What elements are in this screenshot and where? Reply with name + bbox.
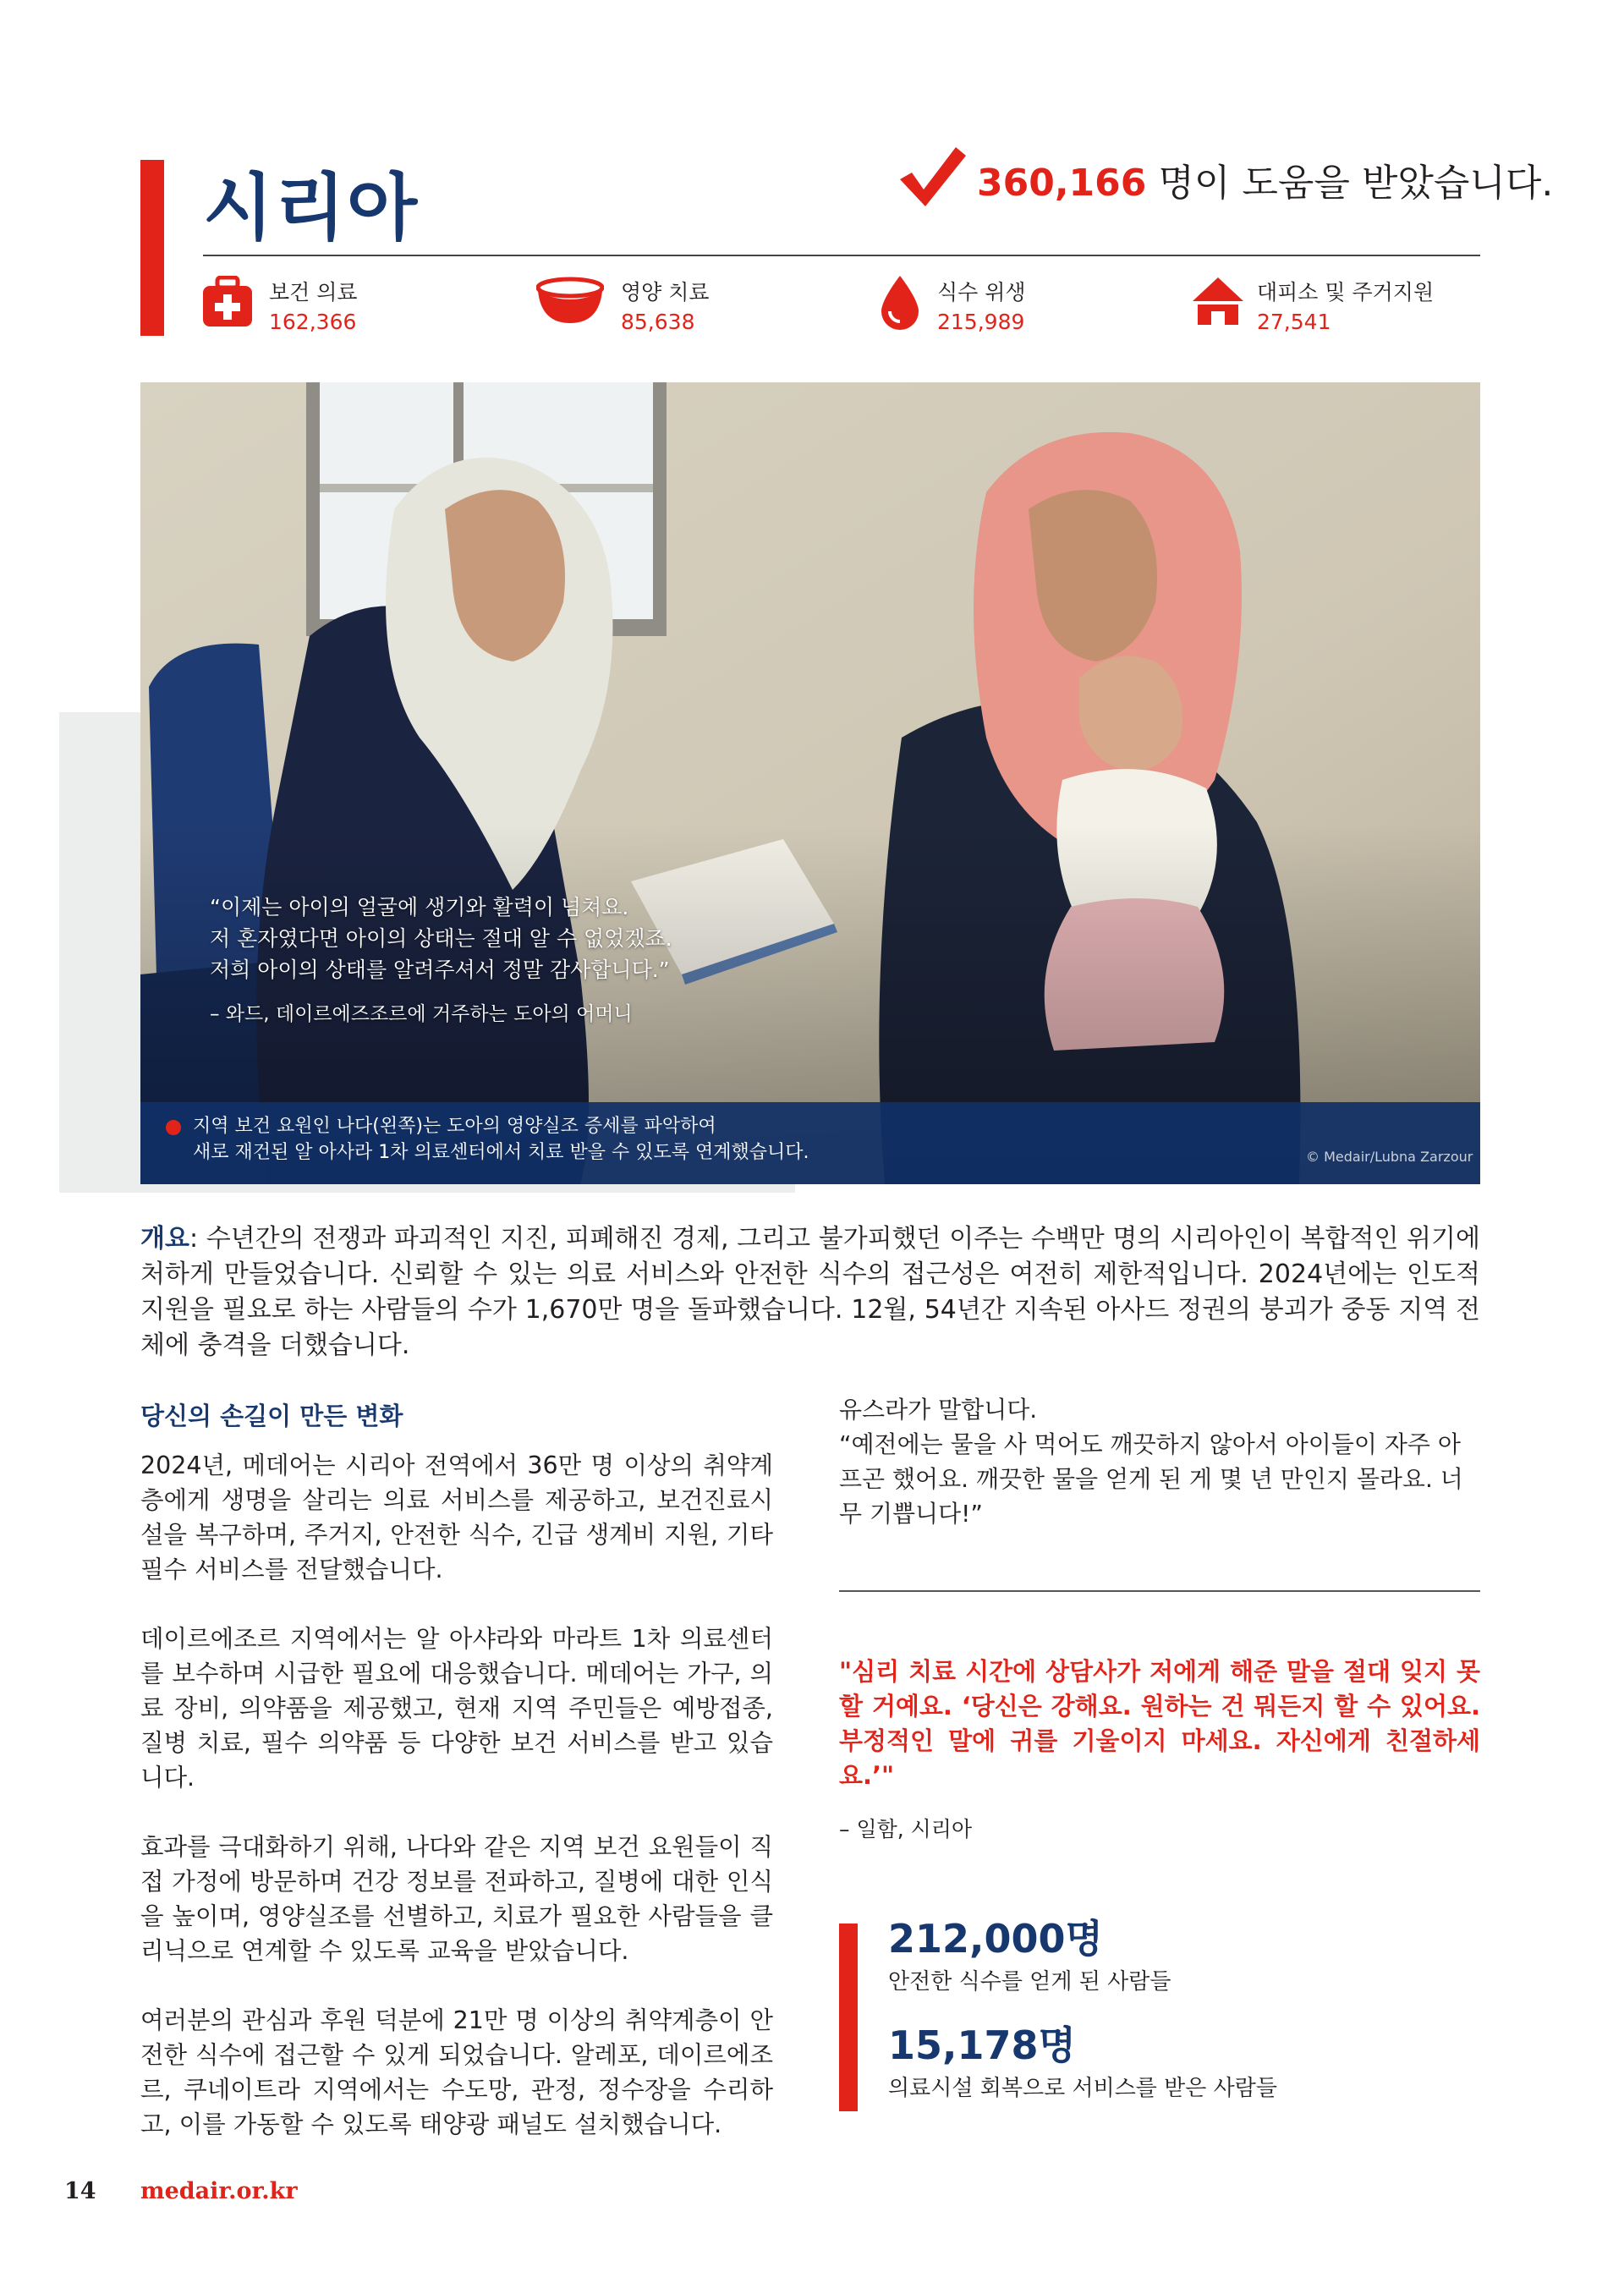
people-helped-text: 명이 도움을 받았습니다. (1146, 162, 1554, 205)
stat-label: 식수 위생 (937, 280, 1026, 305)
people-helped-number: 360,166 (977, 162, 1147, 205)
photo-caption-line: 지역 보건 요원인 나다(왼쪽)는 도아의 영양실조 증세를 파악하여 (193, 1116, 716, 1137)
stat-nutrition (536, 272, 790, 340)
website-link[interactable]: medair.or.kr (140, 2178, 298, 2204)
stat-wash (880, 272, 1133, 340)
bowl-icon (536, 276, 604, 327)
overview-text: : 수년간의 전쟁과 파괴적인 지진, 피폐해진 경제, 그리고 불가피했던 이주는 수백만 명의 시리아인이 복합적인 위기에 처하게 만들었습니다. 신뢰할 수 있는 의료 서비스와 안전한 식수의 접근성은 여전히 제한적입니다. 2024년에는 인도적 지원을 필요로 하는 사람들의 수가 1,670만 명을 돌파했습니다. 12월, 54년간 지속된 아사드 정권의 붕괴가 중동 지역 전체에 충격을 더했습니다. (140, 1224, 1480, 1360)
figures-accent-bar (839, 1924, 858, 2111)
photo-quote-line: “이제는 아이의 얼굴에 생기와 활력이 넘쳐요. (210, 895, 629, 919)
yusra-quote (839, 1392, 1480, 1531)
header-divider (203, 255, 1480, 256)
highlight-quote-attribution: – 일함, 시리아 (839, 1817, 973, 1841)
feature-photo (140, 382, 1480, 1184)
figure-label: 의료시설 회복으로 서비스를 받은 사람들 (888, 2076, 1278, 2101)
figure-number: 15,178명 (888, 2022, 1076, 2068)
overview-label: 개요 (140, 1224, 189, 1254)
photo-quote-line: 저 혼자였다면 아이의 상태는 절대 알 수 없었겠죠. (210, 926, 672, 951)
photo-quote (210, 892, 819, 1030)
body-paragraph: 2024년, 메데어는 시리아 전역에서 36만 명 이상의 취약계층에게 생명을 살리는 의료 서비스를 제공하고, 보건진료시설을 복구하며, 주거지, 안전한 식수, 긴급 생계비 지원, 기타 필수 서비스를 전달했습니다. (140, 1452, 773, 1583)
caption-bullet-icon (166, 1120, 181, 1135)
yusra-quote-text: “예전에는 물을 사 먹어도 깨끗하지 않아서 아이들이 자주 아프곤 했어요. 깨끗한 물을 얻게 된 게 몇 년 만인지 몰라요. 너무 기쁩니다!” (839, 1430, 1463, 1528)
stat-shelter (1191, 272, 1479, 340)
page-number: 14 (64, 2178, 96, 2204)
stat-label: 영양 치료 (621, 280, 710, 305)
stat-value: 27,541 (1257, 310, 1331, 334)
yusra-quote-intro: 유스라가 말합니다. (839, 1396, 1038, 1424)
photo-caption-line: 새로 재건된 알 아사라 1차 의료센터에서 치료 받을 수 있도록 연계했습니다. (193, 1142, 809, 1163)
right-column-divider (839, 1590, 1480, 1592)
page-title: 시리아 (203, 166, 420, 250)
house-icon (1191, 276, 1245, 327)
figure-label: 안전한 식수를 얻게 된 사람들 (888, 1969, 1171, 1995)
highlight-quote: "심리 치료 시간에 상담사가 저에게 해준 말을 절대 잊지 못할 거예요. ‘당신은 강해요. 원하는 건 뭐든지 할 수 있어요. 부정적인 말에 귀를 기울이지 마세요. 자신에게 친절하세요.’" (839, 1657, 1480, 1790)
figure-number: 212,000명 (888, 1916, 1103, 1962)
overview-paragraph (140, 1221, 1480, 1364)
stat-value: 162,366 (269, 310, 357, 334)
checkmark-icon (897, 142, 968, 210)
section-heading: 당신의 손길이 만든 변화 (140, 1402, 403, 1430)
water-drop-icon (880, 276, 920, 332)
people-helped-summary (977, 152, 1553, 206)
body-left-column (140, 1448, 773, 2176)
stat-value: 85,638 (621, 310, 695, 334)
photo-quote-line: 저희 아이의 상태를 알려주셔서 정말 감사합니다.” (210, 958, 670, 982)
stat-label: 대피소 및 주거지원 (1257, 280, 1435, 305)
stat-value: 215,989 (937, 310, 1025, 334)
figure-health-facilities (888, 2015, 1277, 2102)
photo-credit: © Medair/Lubna Zarzour (1306, 1149, 1473, 1165)
first-aid-kit-icon (203, 276, 252, 328)
stat-label: 보건 의료 (269, 280, 358, 305)
body-paragraph: 여러분의 관심과 후원 덕분에 21만 명 이상의 취약계층이 안전한 식수에 접근할 수 있게 되었습니다. 알레포, 데이르에조르, 쿠네이트라 지역에서는 수도망, 관정, 정수장을 수리하고, 이를 가동할 수 있도록 태양광 패널도 설치했습니다. (140, 2006, 773, 2138)
stat-health (203, 272, 457, 340)
figure-safe-water (888, 1908, 1171, 1995)
photo-caption (193, 1113, 954, 1166)
photo-quote-attribution: – 와드, 데이르에즈조르에 거주하는 도아의 어머니 (210, 1003, 633, 1025)
title-accent-bar (140, 160, 164, 336)
body-paragraph: 효과를 극대화하기 위해, 나다와 같은 지역 보건 요원들이 직접 가정에 방문하며 건강 정보를 전파하고, 질병에 대한 인식을 높이며, 영양실조를 선별하고, 치료가 필요한 사람들을 클리닉으로 연계할 수 있도록 교육을 받았습니다. (140, 1833, 773, 1965)
photo-illustration (140, 382, 1480, 1184)
body-paragraph: 데이르에조르 지역에서는 알 아샤라와 마라트 1차 의료센터를 보수하며 시급한 필요에 대응했습니다. 메데어는 가구, 의료 장비, 의약품을 제공했고, 현재 지역 주민들은 예방접종, 질병 치료, 필수 의약품 등 다양한 보건 서비스를 받고 있습니다. (140, 1625, 773, 1792)
